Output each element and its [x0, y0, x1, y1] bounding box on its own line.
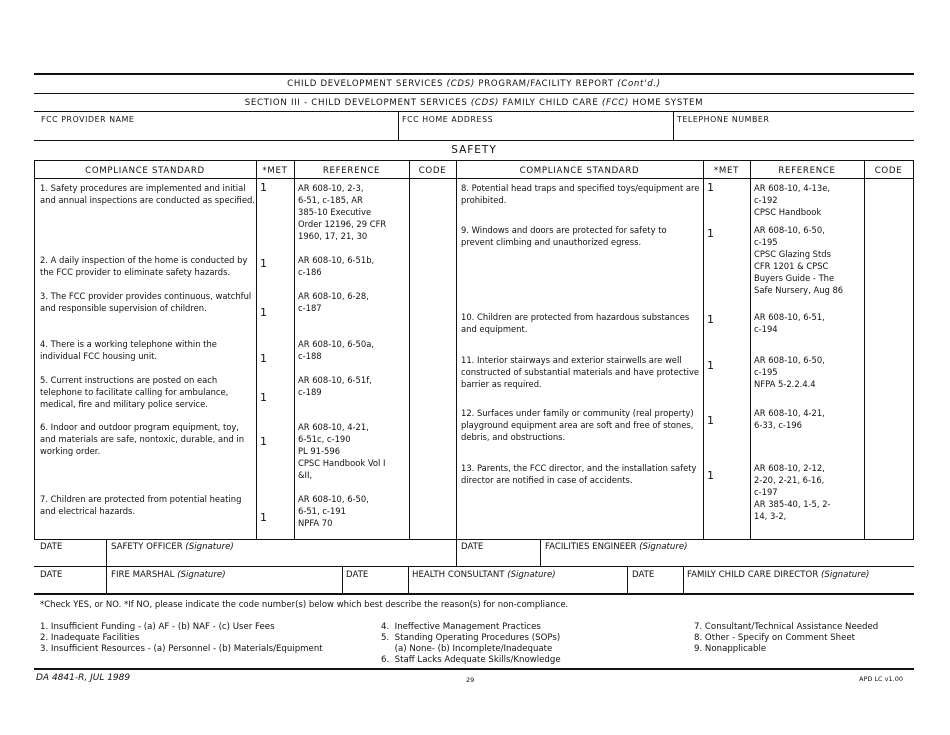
- divider: [398, 111, 399, 140]
- met-value: 1: [707, 227, 714, 240]
- divider: [750, 160, 751, 539]
- rule: [34, 178, 914, 179]
- date-label: DATE: [40, 570, 63, 580]
- reference-text: AR 608-10, 6-51b, c-186: [298, 255, 375, 277]
- code-item: 2. Inadequate Facilities: [40, 633, 140, 643]
- standard-text: 5. Current instructions are posted on each telephone to facilitate calling for ambulance, medical, fire and military police service.: [40, 375, 229, 409]
- standard-text: 13. Parents, the FCC director, and the installation safety director are notified in case of accidents.: [461, 463, 697, 485]
- standard-text: 10. Children are protected from hazardous substances and equipment.: [461, 312, 690, 334]
- fire-marshal-signature[interactable]: FIRE MARSHAL (Signature): [111, 570, 226, 580]
- reference-text: AR 608-10, 4-13e, c-192 CPSC Handbook: [754, 183, 831, 217]
- standard-text: 9. Windows and doors are protected for safety to prevent climbing and unauthorized egress.: [461, 225, 667, 247]
- date-label: DATE: [632, 570, 655, 580]
- rule: [34, 566, 914, 567]
- divider: [342, 566, 343, 594]
- reference-text: AR 608-10, 4-21, 6-33, c-196: [754, 408, 825, 430]
- met-value: 1: [260, 511, 267, 524]
- rule: [34, 160, 914, 161]
- standard-text: 12. Surfaces under family or community (real property) playground equipment area are soft and free of stones, debris, and obstructions.: [461, 408, 694, 442]
- code-item: 6. Staff Lacks Adequate Skills/Knowledge: [381, 655, 561, 665]
- code-item: 9. Nonapplicable: [694, 644, 767, 654]
- reference-text: AR 608-10, 6-50, 6-51, c-191 NPFA 70: [298, 494, 369, 528]
- divider: [683, 566, 684, 594]
- code-item: 8. Other - Specify on Comment Sheet: [694, 633, 856, 643]
- divider: [409, 160, 410, 539]
- met-value: 1: [707, 313, 714, 326]
- divider: [703, 160, 704, 539]
- safety-officer-signature[interactable]: SAFETY OFFICER (Signature): [111, 542, 234, 552]
- reference-text: AR 608-10, 6-51, c-194: [754, 312, 825, 334]
- standard-text: 11. Interior stairways and exterior stairwells are well constructed of substantial materials and have protective barrier as required.: [461, 355, 700, 389]
- rule: [34, 140, 914, 141]
- col-reference-right: REFERENCE: [778, 166, 836, 176]
- date-label: DATE: [40, 542, 63, 552]
- met-value: 1: [260, 306, 267, 319]
- standard-text: 4. There is a working telephone within the individual FCC housing unit.: [40, 339, 217, 361]
- date-label: DATE: [346, 570, 369, 580]
- standard-text: 1. Safety procedures are implemented and initial and annual inspections are conducted as specified.: [40, 183, 255, 205]
- standard-text: 7. Children are protected from potential heating and electrical hazards.: [40, 494, 242, 516]
- standard-text: 2. A daily inspection of the home is conducted by the FCC provider to eliminate safety hazards.: [40, 255, 248, 277]
- divider: [408, 566, 409, 594]
- rule: [34, 111, 914, 112]
- met-value: 1: [260, 352, 267, 365]
- col-met-right: *MET: [713, 166, 740, 176]
- col-compliance-right: COMPLIANCE STANDARD: [519, 166, 640, 176]
- divider: [540, 539, 541, 566]
- fcc-director-signature[interactable]: FAMILY CHILD CARE DIRECTOR (Signature): [687, 570, 870, 580]
- divider: [456, 539, 457, 566]
- divider: [864, 160, 865, 539]
- divider: [673, 111, 674, 140]
- top-rule: [34, 73, 914, 75]
- reference-text: AR 608-10, 2-3, 6-51, c-185, AR 385-10 Executive Order 12196, 29 CFR 1960, 17, 21, 30: [298, 183, 387, 241]
- page-number: 29: [466, 676, 475, 684]
- reference-text: AR 608-10, 6-28, c-187: [298, 291, 369, 313]
- facilities-engineer-signature[interactable]: FACILITIES ENGINEER (Signature): [545, 542, 688, 552]
- divider: [913, 160, 914, 539]
- reference-text: AR 608-10, 6-50, c-195 CPSC Glazing Stds CFR 1201 & CPSC Buyers Guide - The Safe Nursery, Aug 86: [754, 225, 844, 295]
- met-value: 1: [260, 435, 267, 448]
- code-item: (a) None- (b) Incomplete/Inadequate: [381, 644, 553, 654]
- reference-text: AR 608-10, 6-50, c-195 NFPA 5-2.2.4.4: [754, 355, 825, 389]
- divider: [256, 160, 257, 539]
- divider: [34, 160, 35, 539]
- col-reference-left: REFERENCE: [322, 166, 381, 176]
- met-value: 1: [707, 181, 714, 194]
- col-met-left: *MET: [262, 166, 288, 176]
- rule: [34, 539, 914, 540]
- col-compliance-left: COMPLIANCE STANDARD: [85, 166, 205, 176]
- met-value: 1: [707, 469, 714, 482]
- divider: [294, 160, 295, 539]
- met-value: 1: [260, 257, 267, 270]
- met-value: 1: [707, 414, 714, 427]
- form-number: DA 4841-R, JUL 1989: [36, 673, 131, 683]
- divider: [456, 160, 457, 539]
- code-item: 1. Insufficient Funding - (a) AF - (b) NAF - (c) User Fees: [40, 622, 275, 632]
- code-item: 4. Ineffective Management Practices: [381, 622, 541, 632]
- rule: [34, 93, 914, 94]
- home-address-label: FCC HOME ADDRESS: [402, 115, 494, 124]
- footnote: *Check YES, or NO. *If NO, please indicate the code number(s) below which best describe the reason(s) for non-compliance.: [40, 600, 569, 610]
- code-item: 5. Standing Operating Procedures (SOPs): [381, 633, 561, 643]
- telephone-label: TELEPHONE NUMBER: [677, 115, 770, 124]
- met-value: 1: [707, 359, 714, 372]
- version-label: APD LC v1.00: [859, 675, 903, 683]
- provider-name-label: FCC PROVIDER NAME: [41, 115, 135, 124]
- met-value: 1: [260, 181, 267, 194]
- reference-text: AR 608-10, 2-12, 2-20, 2-21, 6-16, c-197 AR 385-40, 1-5, 2- 14, 3-2,: [754, 463, 831, 521]
- section-title: SECTION III - CHILD DEVELOPMENT SERVICES (CDS) FAMILY CHILD CARE (FCC) HOME SYSTEM: [244, 98, 704, 108]
- report-title: CHILD DEVELOPMENT SERVICES (CDS) PROGRAM/FACILITY REPORT (Cont'd.): [287, 79, 661, 89]
- reference-text: AR 608-10, 6-50a, c-188: [298, 339, 375, 361]
- code-item: 3. Insufficient Resources - (a) Personnel - (b) Materials/Equipment: [40, 644, 323, 654]
- met-value: 1: [260, 391, 267, 404]
- col-code-left: CODE: [418, 166, 447, 176]
- reference-text: AR 608-10, 4-21, 6-51c, c-190 PL 91-596 CPSC Handbook Vol I &II,: [298, 422, 386, 480]
- health-consultant-signature[interactable]: HEALTH CONSULTANT (Signature): [412, 570, 556, 580]
- standard-text: 3. The FCC provider provides continuous, watchful and responsible supervision of children.: [40, 291, 252, 313]
- col-code-right: CODE: [874, 166, 903, 176]
- bottom-rule: [34, 668, 914, 670]
- divider: [627, 566, 628, 594]
- reference-text: AR 608-10, 6-51f, c-189: [298, 375, 372, 397]
- standard-text: 6. Indoor and outdoor program equipment, toy, and materials are safe, nontoxic, durable, and in working order.: [40, 422, 245, 456]
- divider: [106, 539, 107, 594]
- rule: [34, 593, 914, 595]
- safety-title: SAFETY: [451, 144, 497, 156]
- code-item: 7. Consultant/Technical Assistance Needed: [694, 622, 879, 632]
- standard-text: 8. Potential head traps and specified toys/equipment are prohibited.: [461, 183, 700, 205]
- date-label: DATE: [461, 542, 484, 552]
